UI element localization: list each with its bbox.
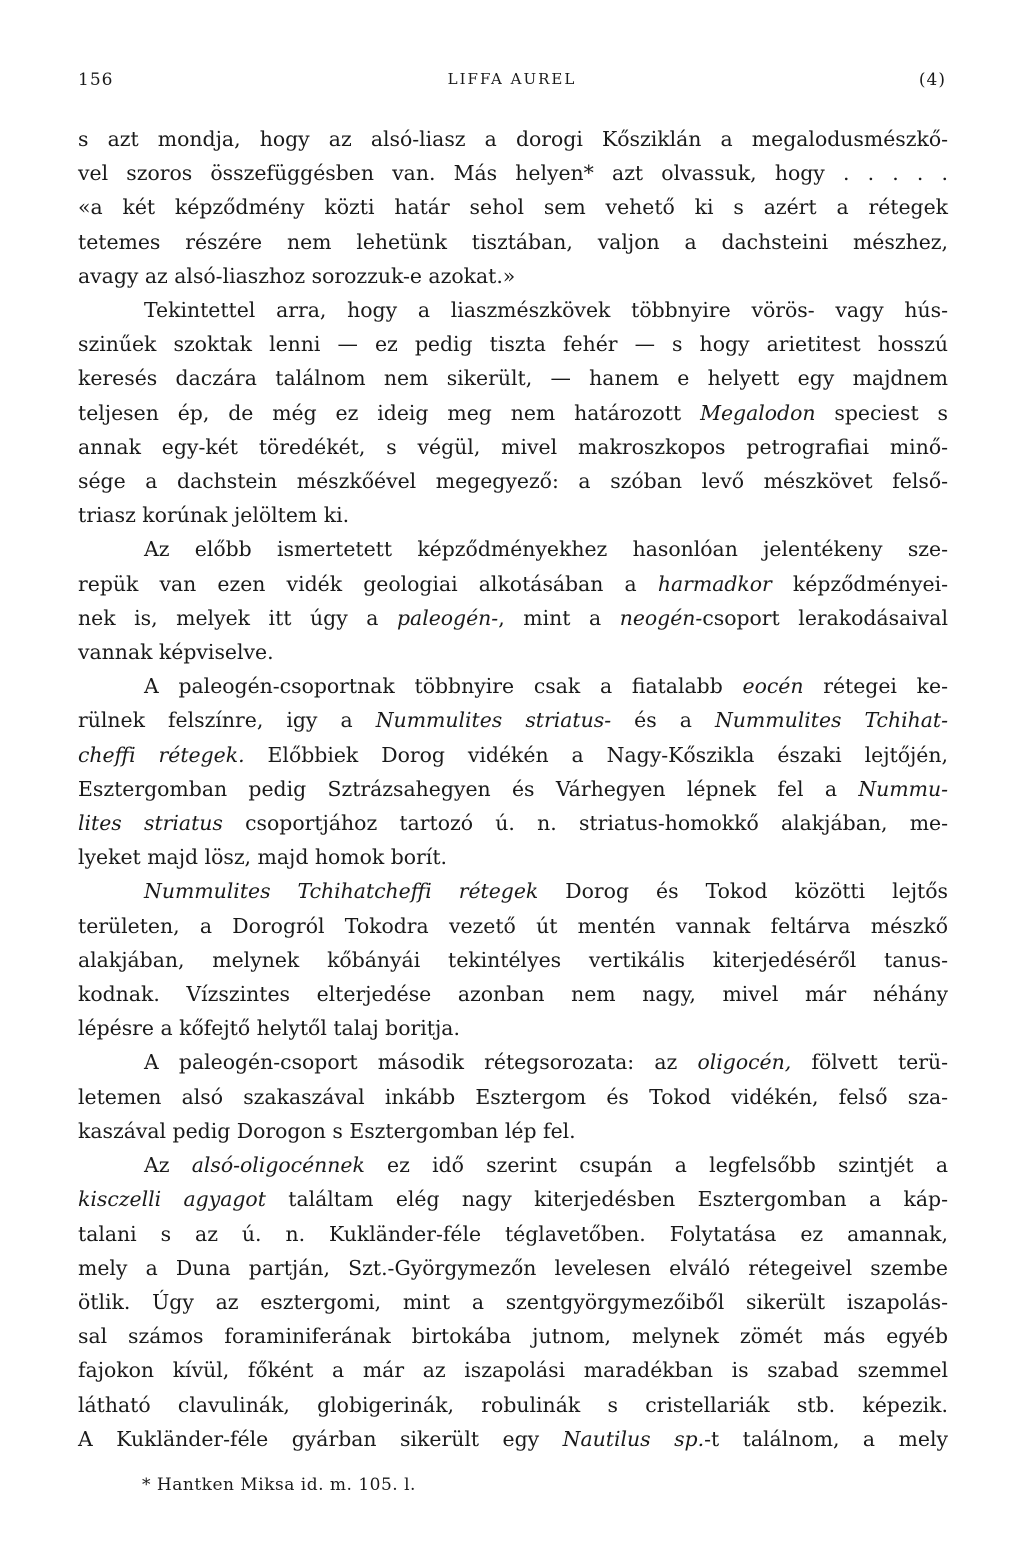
text-run: ez idő szerint csupán a legfelsőbb szintjét a (364, 1153, 948, 1178)
text-line (78, 1388, 948, 1422)
text-run: teljesen ép, de még ez ideig meg nem határozott (78, 400, 701, 425)
text-run: lyeket majd lösz, majd homok borít. (78, 845, 448, 870)
italic-term: Nautilus sp. (562, 1426, 705, 1451)
text-line (78, 977, 948, 1011)
running-header (78, 70, 946, 100)
text-run: talani s az ú. n. Kukländer-féle téglavetőben. Folytatása ez amannak, (78, 1221, 948, 1246)
text-line (78, 156, 948, 190)
italic-term: neogén- (619, 605, 703, 630)
text-line (78, 1319, 948, 1353)
text-run: alakjában, melynek kőbányái tekintélyes vertikális kiterjedéséről tanus- (78, 947, 948, 972)
text-line (78, 806, 948, 840)
text-line (78, 1011, 948, 1045)
italic-term: Nummulites Tchihatcheffi rétegek (144, 879, 539, 904)
body-text (78, 122, 948, 1456)
text-line (78, 259, 948, 293)
italic-term: Nummulites striatus- (375, 708, 612, 733)
text-line (78, 909, 948, 943)
text-line (78, 396, 948, 430)
text-run: fajokon kívül, főként a már az iszapolási maradékban is szabad szemmel (78, 1358, 948, 1383)
italic-term: paleogén- (396, 605, 499, 630)
text-run: speciest s (815, 400, 948, 425)
text-line (78, 190, 948, 224)
text-run: rülnek felszínre, igy a (78, 708, 376, 733)
text-run: ötlik. Úgy az esztergomi, mint a szentgyörgymezőiből sikerült iszapolás- (78, 1289, 948, 1314)
text-line (78, 840, 948, 874)
text-run: és a (611, 708, 715, 733)
text-line (78, 874, 948, 908)
italic-term: eocén (742, 674, 804, 699)
running-author: LIFFA AUREL (447, 70, 577, 88)
text-run: Előbbiek Dorog vidékén a Nagy-Kőszikla északi lejtőjén, (244, 742, 948, 767)
text-run: annak egy-két töredékét, s végül, mivel makroszkopos petrografiai minő- (78, 434, 948, 459)
text-run: csoport lerakodásaival (702, 605, 948, 630)
footnote: * Hantken Miksa id. m. 105. l. (142, 1475, 416, 1495)
text-line (78, 1148, 948, 1182)
text-run: találtam elég nagy kiterjedésben Esztergomban a káp- (265, 1187, 948, 1212)
italic-term: harmadkor (657, 571, 772, 596)
text-line (78, 1251, 948, 1285)
text-run: Az (144, 1153, 192, 1178)
text-line (78, 1353, 948, 1387)
italic-term: Nummu- (858, 776, 948, 801)
text-run: Az előbb ismertetett képződményekhez hasonlóan jelentékeny sze- (144, 537, 948, 562)
text-line (78, 943, 948, 977)
text-run: avagy az alsó-liaszhoz sorozzuk-e azokat.» (78, 263, 516, 288)
text-run: kodnak. Vízszintes elterjedése azonban nem nagy, mivel már néhány (78, 982, 948, 1007)
text-line (78, 122, 948, 156)
text-run: fölvett terü- (791, 1050, 948, 1075)
text-line (78, 1114, 948, 1148)
text-run: repük van ezen vidék geologiai alkotásában a (78, 571, 658, 596)
text-line (78, 430, 948, 464)
text-line (78, 669, 948, 703)
section-number: (4) (918, 70, 946, 90)
text-line (78, 1045, 948, 1079)
text-run: Dorog és Tokod közötti lejtős (538, 879, 948, 904)
text-run: területen, a Dorogról Tokodra vezető út mentén vannak feltárva mészkő (78, 913, 948, 938)
text-line (78, 772, 948, 806)
text-run: vannak képviselve. (78, 640, 274, 665)
text-line (78, 1217, 948, 1251)
text-run: látható clavulinák, globigerinák, robulinák s cristellariák stb. képezik. (78, 1392, 948, 1417)
text-line (78, 635, 948, 669)
text-line (78, 361, 948, 395)
text-line (78, 601, 948, 635)
text-run: A Kukländer-féle gyárban sikerült egy (78, 1426, 563, 1451)
text-line (78, 327, 948, 361)
italic-term: Megalodon (700, 400, 816, 425)
italic-term: oligocén, (697, 1050, 792, 1075)
text-run: -t találnom, a mely (704, 1426, 948, 1451)
text-run: tetemes részére nem lehetünk tisztában, valjon a dachsteini mészhez, (78, 229, 948, 254)
italic-term: Nummulites Tchihat- (714, 708, 948, 733)
text-line (78, 1182, 948, 1216)
text-run: A paleogén-csoport második rétegsorozata: az (144, 1050, 698, 1075)
text-line (78, 293, 948, 327)
text-run: A paleogén-csoportnak többnyire csak a fiatalabb (144, 674, 743, 699)
text-run: rétegei ke- (803, 674, 948, 699)
text-line (78, 532, 948, 566)
text-line (78, 703, 948, 737)
text-run: képződményei- (771, 571, 949, 596)
text-line (78, 498, 948, 532)
text-run: sége a dachstein mészkőével megegyező: a szóban levő mészkövet felső- (78, 469, 948, 494)
text-run: csoportjához tartozó ú. n. striatus-homokkő alakjában, me- (222, 811, 949, 836)
text-run: nek is, melyek itt úgy a (78, 605, 397, 630)
text-run: lépésre a kőfejtő helytől talaj boritja. (78, 1016, 460, 1041)
text-line (78, 1285, 948, 1319)
text-run: Tekintettel arra, hogy a liaszmészkövek többnyire vörös- vagy hús- (144, 298, 948, 323)
text-line (78, 567, 948, 601)
text-run: sal számos foraminiferának birtokába jutnom, melynek zömét más egyéb (78, 1324, 948, 1349)
text-run: s azt mondja, hogy az alsó-liasz a dorogi Kősziklán a megalodusmészkő- (78, 127, 948, 151)
text-run: , mint a (498, 605, 620, 630)
text-run: «a két képződmény közti határ sehol sem vehető ki s azért a rétegek (78, 195, 948, 220)
text-run: letemen alsó szakaszával inkább Esztergom és Tokod vidékén, felső sza- (78, 1084, 948, 1109)
text-line (78, 225, 948, 259)
page-number: 156 (78, 70, 114, 90)
text-line (78, 1080, 948, 1114)
text-run: vel szoros összefüggésben van. Más helyen* azt olvassuk, hogy . . . . . (78, 161, 948, 186)
italic-term: lites striatus (78, 811, 223, 836)
text-run: mely a Duna partján, Szt.-Györgymezőn levelesen elváló rétegeivel szembe (78, 1255, 948, 1280)
text-line (78, 738, 948, 772)
text-line (78, 1422, 948, 1456)
italic-term: kisczelli agyagot (78, 1187, 266, 1212)
text-run: triasz korúnak jelöltem ki. (78, 503, 350, 528)
text-run: kaszával pedig Dorogon s Esztergomban lép fel. (78, 1118, 576, 1143)
text-run: Esztergomban pedig Sztrázsahegyen és Várhegyen lépnek fel a (78, 776, 859, 801)
text-line (78, 464, 948, 498)
italic-term: alsó-oligocénnek (191, 1153, 365, 1178)
text-run: keresés daczára találnom nem sikerült, — hanem e helyett egy majdnem (78, 366, 948, 391)
text-run: szinűek szoktak lenni — ez pedig tiszta fehér — s hogy arietitest hosszú (78, 332, 948, 357)
italic-term: cheffi rétegek. (78, 742, 245, 767)
